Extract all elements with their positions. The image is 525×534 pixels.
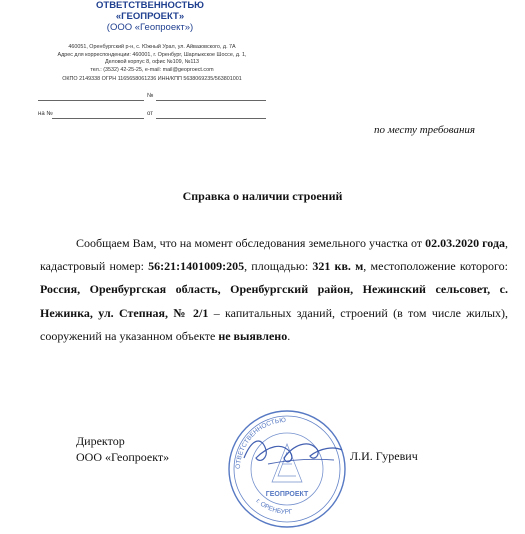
to-number-label: на № [38, 111, 53, 117]
svg-text:г. ОРЕНБУРГ [255, 498, 294, 516]
body-rest: – капитальных зданий, строений (в том числе жилых), сооружений на указанном объекте [40, 305, 509, 343]
registration-codes: ОКПО 2149338 ОГРН 1165658061236 ИНН/КПП 5638069235/563801001 [62, 76, 242, 82]
signatory-position: Директор [76, 434, 125, 448]
from-label: от [147, 111, 153, 117]
outgoing-number-line [156, 100, 266, 101]
legal-address: 460051, Оренбургский р-н, с. Южный Урал, ул. Айвазовского, д. 7А [68, 44, 236, 50]
recipient: по месту требования [374, 124, 476, 136]
inspection-date: 02.03.2020 года [425, 236, 506, 250]
outgoing-number-sign: № [147, 93, 154, 99]
seal-top-text: ОТВЕТСТВЕННОСТЬЮ [234, 416, 287, 470]
org-short-name: (ООО «Геопроект») [106, 22, 194, 33]
plot-area: 321 кв. м [312, 259, 364, 274]
cadastral-number: 56:21:1401009:205 [148, 259, 245, 274]
body-end: . [287, 328, 291, 343]
letterhead [30, 0, 270, 33]
address-block [36, 44, 268, 74]
org-legal-form: ОТВЕТСТВЕННОСТЬЮ [96, 0, 204, 11]
area-label: , площадью: [244, 259, 313, 274]
body-intro: Сообщаем Вам, что на момент обследования земельного участка от [76, 236, 426, 250]
signatory-title [76, 433, 169, 465]
mailing-address-line-2: Деловой корпус 8, офис №109, №113 [105, 59, 199, 66]
document-title: Справка о наличии строений [182, 189, 343, 203]
seal-bottom-text: г. ОРЕНБУРГ [254, 497, 293, 516]
to-number-line [52, 118, 144, 119]
seal-center-text: ГЕОПРОЕКТ [265, 491, 309, 498]
signatory-company: ООО «Геопроект» [76, 450, 170, 464]
signatory-name: Л.И. Гуревич [350, 449, 418, 463]
plot-location: Россия, Оренбургская область, Оренбургский район, Нежинский сельсовет, с. Нежинка, ул. Степная, № 2/1 [40, 282, 508, 320]
from-date-line [156, 118, 266, 119]
location-label: , местоположение которого: [363, 259, 508, 274]
cadastral-label: , кадастровый номер: [40, 236, 509, 274]
mailing-address-line-1: Адрес для корреспонденции: 460001, г. Оренбург, Шарлыкское Шоссе, д. 1, [57, 51, 247, 58]
contacts: тел.: (3532) 42-25-25, e-mail: mail@geoproect.com [90, 66, 214, 73]
inspection-result: не выявлено [218, 328, 288, 343]
document-body [40, 232, 508, 348]
handwritten-signature [238, 428, 348, 478]
outgoing-date-line [38, 100, 144, 101]
org-name: «ГЕОПРОЕКТ» [115, 11, 185, 22]
